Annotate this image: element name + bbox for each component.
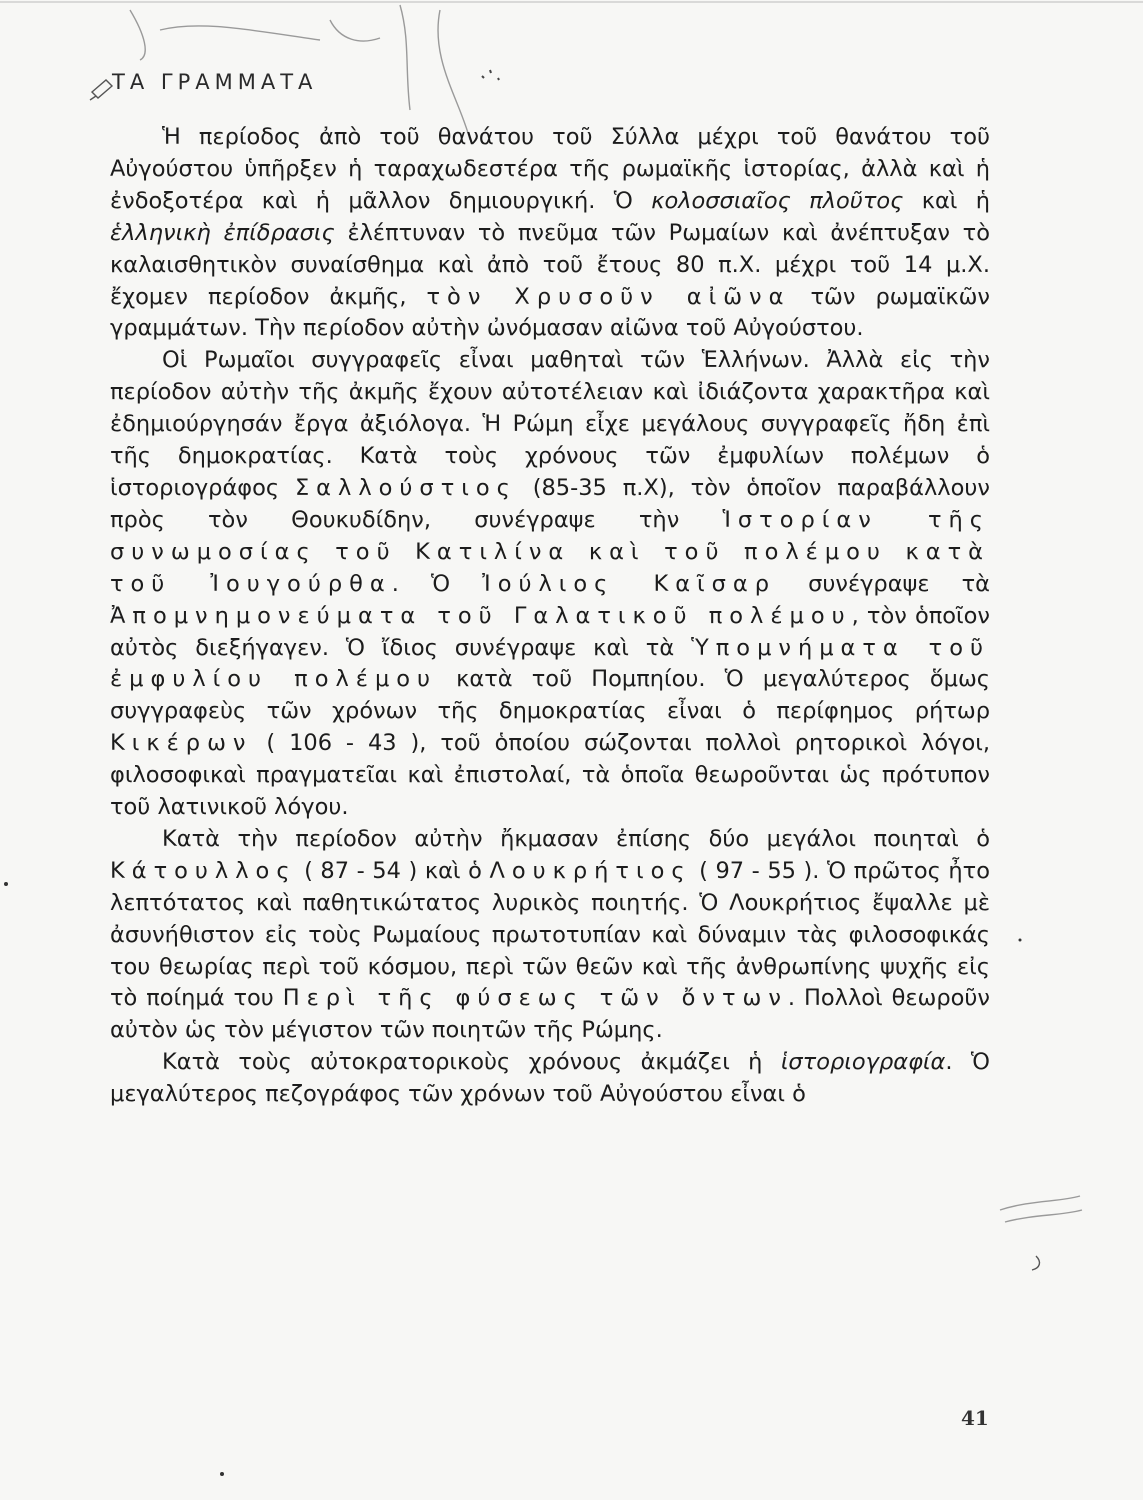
- spaced-emphasis: Ἰούλιος Καῖσαρ: [482, 570, 777, 597]
- italic-emphasis: ἑλληνικὴ ἐπίδρασις: [110, 219, 335, 246]
- spaced-emphasis: Λουκρήτιος: [489, 857, 692, 884]
- text-run: καὶ ἡ: [903, 187, 990, 214]
- text-run: (85-35 π.Χ), τὸν ὁποῖον παραβάλλουν πρὸς τὸν Θουκυδίδην, συνέγραψε τὴν: [110, 474, 990, 533]
- italic-emphasis: κολοσσιαῖος πλοῦτος: [651, 187, 904, 214]
- spaced-emphasis: Κικέρων: [110, 730, 253, 757]
- spaced-emphasis: Σαλλούστιος: [294, 474, 517, 501]
- text-run: ( 87 - 54 ) καὶ ὁ: [296, 857, 490, 884]
- body-text: [110, 122, 990, 1111]
- text-run: κατὰ τοῦ Πομπηίου. Ὁ μεγαλύτερος ὅμως συγγραφεὺς τῶν χρόνων τῆς δημοκρατίας εἶναι ὁ περίφημος ρήτωρ: [110, 666, 991, 725]
- ink-speck: [4, 882, 8, 886]
- pencil-dash-right: [1000, 1196, 1082, 1222]
- italic-emphasis: ἱστοριογραφία: [780, 1049, 946, 1076]
- spaced-emphasis: Ἀπομνημονεύματα τοῦ Γαλατικοῦ πολέμου: [110, 602, 852, 629]
- paragraph: [110, 1047, 990, 1111]
- ink-speck: [1019, 939, 1022, 942]
- spaced-emphasis: Περὶ τῆς φύσεως τῶν ὄντων: [282, 985, 788, 1012]
- pencil-mark-corner: [90, 80, 112, 100]
- spaced-emphasis: Ἱστορίαν τῆς συνωμοσίας τοῦ Κατιλίνα καὶ τοῦ πολέμου κατὰ τοῦ Ἰουγούρθα: [110, 506, 990, 597]
- text-run: ( 97 - 55 ). Ὁ πρῶτος ἦτο λεπτότατος καὶ παθητικώτατος λυρικὸς ποιητής. Ὁ Λουκρήτιος ἔψαλλε μὲ ἀσυνήθιστον εἰς τοὺς Ρωμαίους πρωτοτυπίαν καὶ δύναμιν τὰς φιλοσοφικάς του θεωρίας περὶ τοῦ κόσμου, περὶ τῶν θεῶν καὶ τῆς ἀνθρωπίνης ψυχῆς εἰς τὸ ποίημά του: [110, 857, 990, 1012]
- page-number: 41: [961, 1406, 989, 1430]
- text-run: ἐλέπτυναν τὸ πνεῦμα τῶν Ρωμαίων καὶ ἀνέπτυξαν τὸ καλαισθητικὸν συναίσθημα καὶ ἀπὸ τοῦ ἔτους 80 π.Χ. μέχρι τοῦ 14 μ.Χ. ἔχομεν περίοδον ἀκμῆς,: [110, 219, 990, 310]
- text-run: Ἡ περίοδος ἀπὸ τοῦ θανάτου τοῦ Σύλλα μέχρι τοῦ θανάτου τοῦ Αὐγούστου ὑπῆρξεν ἡ ταραχωδεστέρα τῆς ρωμαϊκῆς ἱστορίας, ἀλλὰ καὶ ἡ ἐνδοξοτέρα καὶ ἡ μᾶλλον δημιουργική. Ὁ: [110, 124, 990, 214]
- spaced-emphasis: τὸν Χρυσοῦν αἰῶνα: [426, 283, 791, 310]
- spaced-emphasis: Ὑπομνήματα τοῦ ἐμφυλίου πολέμου: [110, 634, 990, 693]
- text-run: . Ὁ: [391, 570, 483, 597]
- ink-speck: [220, 1472, 224, 1476]
- text-run: ( 106 - 43 ), τοῦ ὁποίου σώζονται πολλοὶ ρητορικοὶ λόγοι, φιλοσοφικαὶ πραγματεῖαι καὶ ἐπιστολαί, τὰ ὁποῖα θεωροῦνται ὡς πρότυπον τοῦ λατινικοῦ λόγου.: [110, 730, 990, 821]
- text-run: Οἱ Ρωμαῖοι συγγραφεῖς εἶναι μαθηταὶ τῶν Ἑλλήνων. Ἀλλὰ εἰς τὴν περίοδον αὐτὴν τῆς ἀκμῆς ἔχουν αὐτοτέλειαν καὶ ἰδιάζοντα χαρακτῆρα καὶ ἐδημιούργησάν ἔργα ἀξιόλογα. Ἡ Ρώμη εἶχε μεγάλους συγγραφεῖς ἤδη ἐπὶ τῆς δημοκρατίας. Κατὰ τοὺς χρόνους τῶν ἐμφυλίων πολέμων ὁ ἱστοριογράφος: [110, 347, 990, 501]
- text-run: συνέγραψε τὰ: [776, 570, 991, 597]
- spaced-emphasis: Κάτουλλος: [110, 857, 297, 884]
- paragraph: [110, 122, 990, 345]
- text-run: τῶν ρωμαϊκῶν γραμμάτων. Τὴν περίοδον αὐτὴν ὠνόμασαν αἰῶνα τοῦ Αὐγούστου.: [110, 283, 990, 342]
- text-run: . Πολλοὶ θεωροῦν αὐτὸν ὡς τὸν μέγιστον τῶν ποιητῶν τῆς Ρώμης.: [110, 985, 990, 1044]
- text-run: Κατὰ τὴν περίοδον αὐτὴν ἤκμασαν ἐπίσης δύο μεγάλοι ποιηταὶ ὁ: [162, 825, 990, 852]
- paragraph: [110, 345, 990, 824]
- pencil-hook: [1032, 1256, 1039, 1270]
- pencil-dots: [482, 70, 499, 80]
- text-run: , τὸν ὁποῖον αὐτὸς διεξήγαγεν. Ὁ ἴδιος συνέγραψε καὶ τὰ: [110, 602, 990, 661]
- running-head: ΤΑ ΓΡΑΜΜΑΤΑ: [112, 70, 318, 94]
- text-run: Κατὰ τοὺς αὐτοκρατορικοὺς χρόνους ἀκμάζει ἡ: [162, 1049, 781, 1076]
- paragraph: [110, 824, 990, 1047]
- text-run: . Ὁ μεγαλύτερος πεζογράφος τῶν χρόνων τοῦ Αὐγούστου εἶναι ὁ: [110, 1049, 990, 1108]
